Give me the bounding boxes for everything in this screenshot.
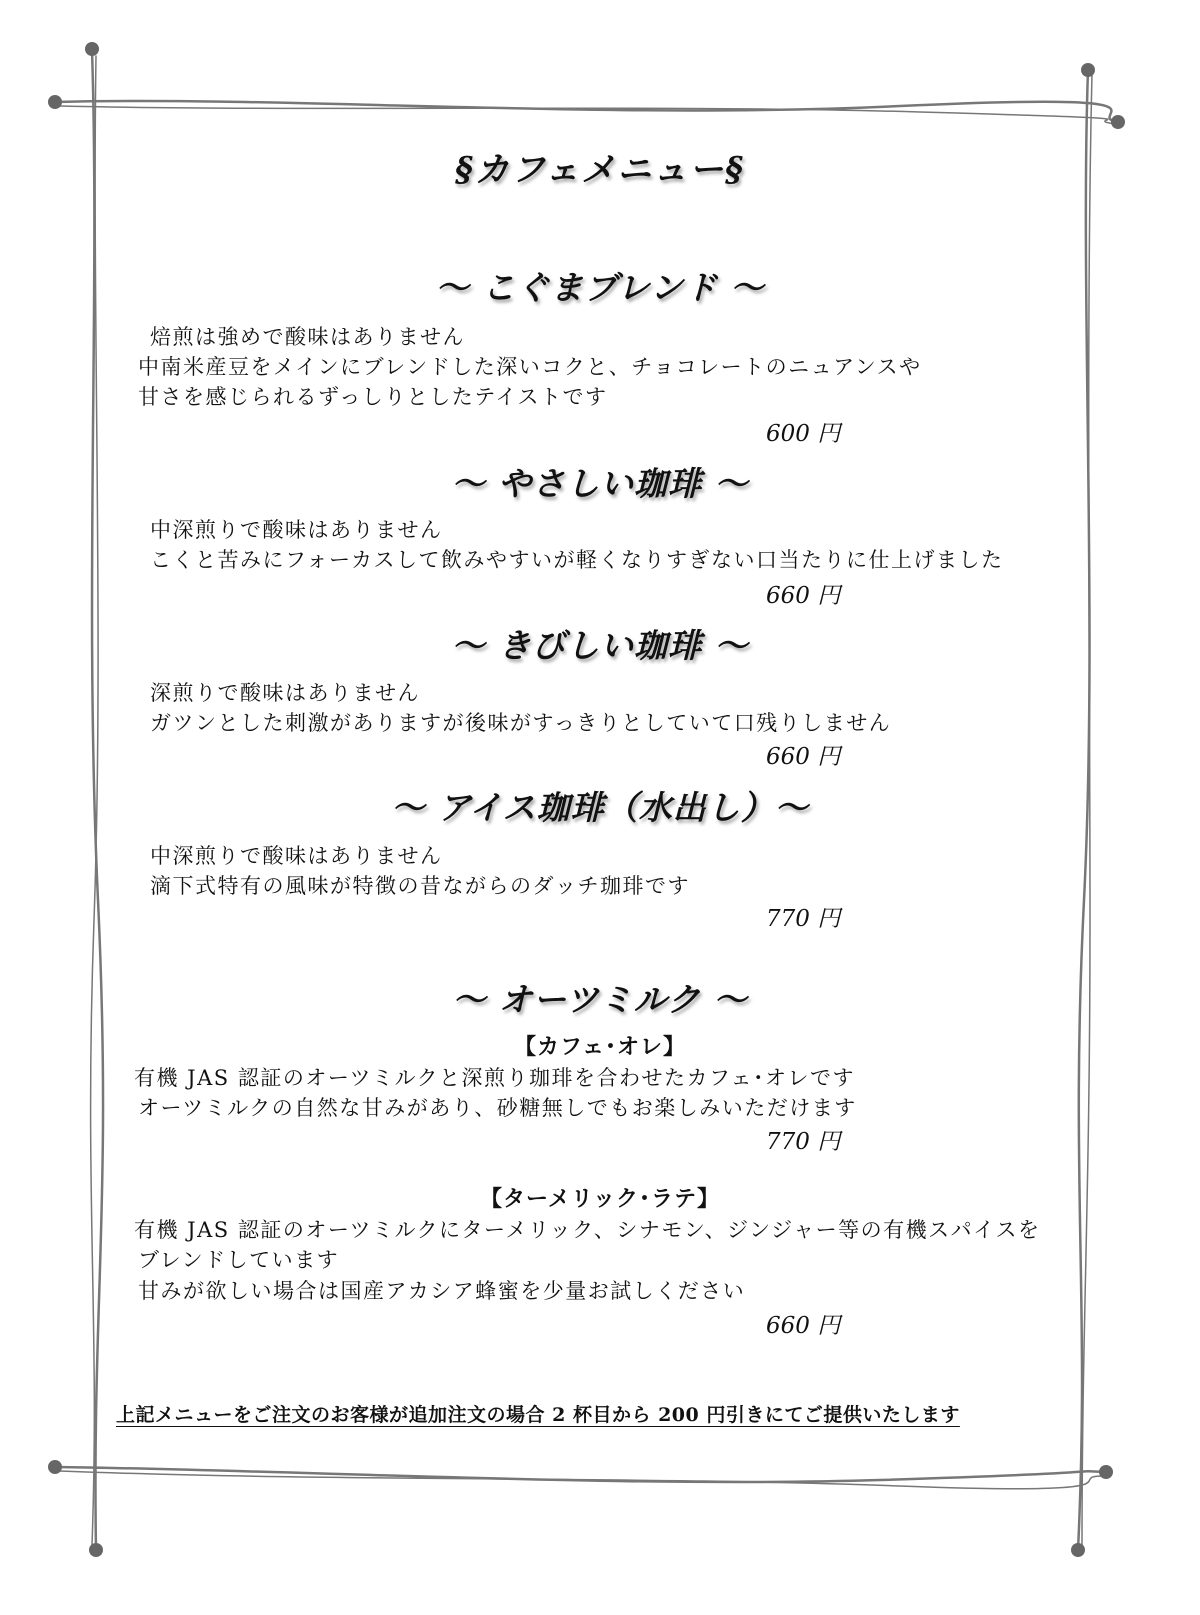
price: 770 円 xyxy=(766,1129,841,1155)
description-line: 中深煎りで酸味はありません xyxy=(150,518,443,542)
price: 600 円 xyxy=(766,421,841,447)
description-line: ブレンドしています xyxy=(138,1248,340,1272)
description-line: 焙煎は強めで酸味はありません xyxy=(150,325,465,349)
description-line: ガツンとした刺激がありますが後味がすっきりとしていて口残りしません xyxy=(150,711,892,735)
description-line: 甘みが欲しい場合は国産アカシア蜂蜜を少量お試しください xyxy=(138,1279,746,1303)
section-heading-kogumablend: ～ こぐまブレンド ～ xyxy=(435,268,765,307)
footer-note: 上記メニューをご注文のお客様が追加注文の場合 2 杯目から 200 円引きにてご提供いたします xyxy=(116,1404,960,1426)
section-heading-ice-coffee: ～ アイス珈琲（水出し）～ xyxy=(391,788,809,827)
price: 660 円 xyxy=(766,744,841,770)
description-line: 中南米産豆をメインにブレンドした深いコクと、チョコレートのニュアンスや xyxy=(138,355,922,379)
price: 660 円 xyxy=(766,583,841,609)
price: 770 円 xyxy=(766,906,841,932)
section-heading-kibishii: ～ きびしい珈琲 ～ xyxy=(451,626,749,665)
item-name-cafe-au-lait: 【カフェ･オレ】 xyxy=(514,1034,686,1060)
description-line: 中深煎りで酸味はありません xyxy=(150,844,443,868)
description-line: オーツミルクの自然な甘みがあり、砂糖無しでもお楽しみいただけます xyxy=(138,1096,857,1120)
description-line: こくと苦みにフォーカスして飲みやすいが軽くなりすぎない口当たりに仕上げました xyxy=(150,548,1004,572)
description-line: 滴下式特有の風味が特徴の昔ながらのダッチ珈琲です xyxy=(150,874,690,898)
section-heading-oatmilk: ～ オーツミルク ～ xyxy=(452,980,748,1019)
item-name-turmeric-latte: 【ターメリック･ラテ】 xyxy=(479,1186,721,1212)
description-line: 有機 JAS 認証のオーツミルクと深煎り珈琲を合わせたカフェ･オレです xyxy=(134,1066,856,1090)
description-line: 有機 JAS 認証のオーツミルクにターメリック、シナモン、ジンジャー等の有機スパイスを xyxy=(134,1218,1041,1242)
description-line: 深煎りで酸味はありません xyxy=(150,681,420,705)
section-heading-yasashii: ～ やさしい珈琲 ～ xyxy=(451,464,749,503)
price: 660 円 xyxy=(766,1313,841,1339)
description-line: 甘さを感じられるずっしりとしたテイストです xyxy=(138,385,608,409)
page-title: §カフェメニュー§ xyxy=(455,150,745,190)
